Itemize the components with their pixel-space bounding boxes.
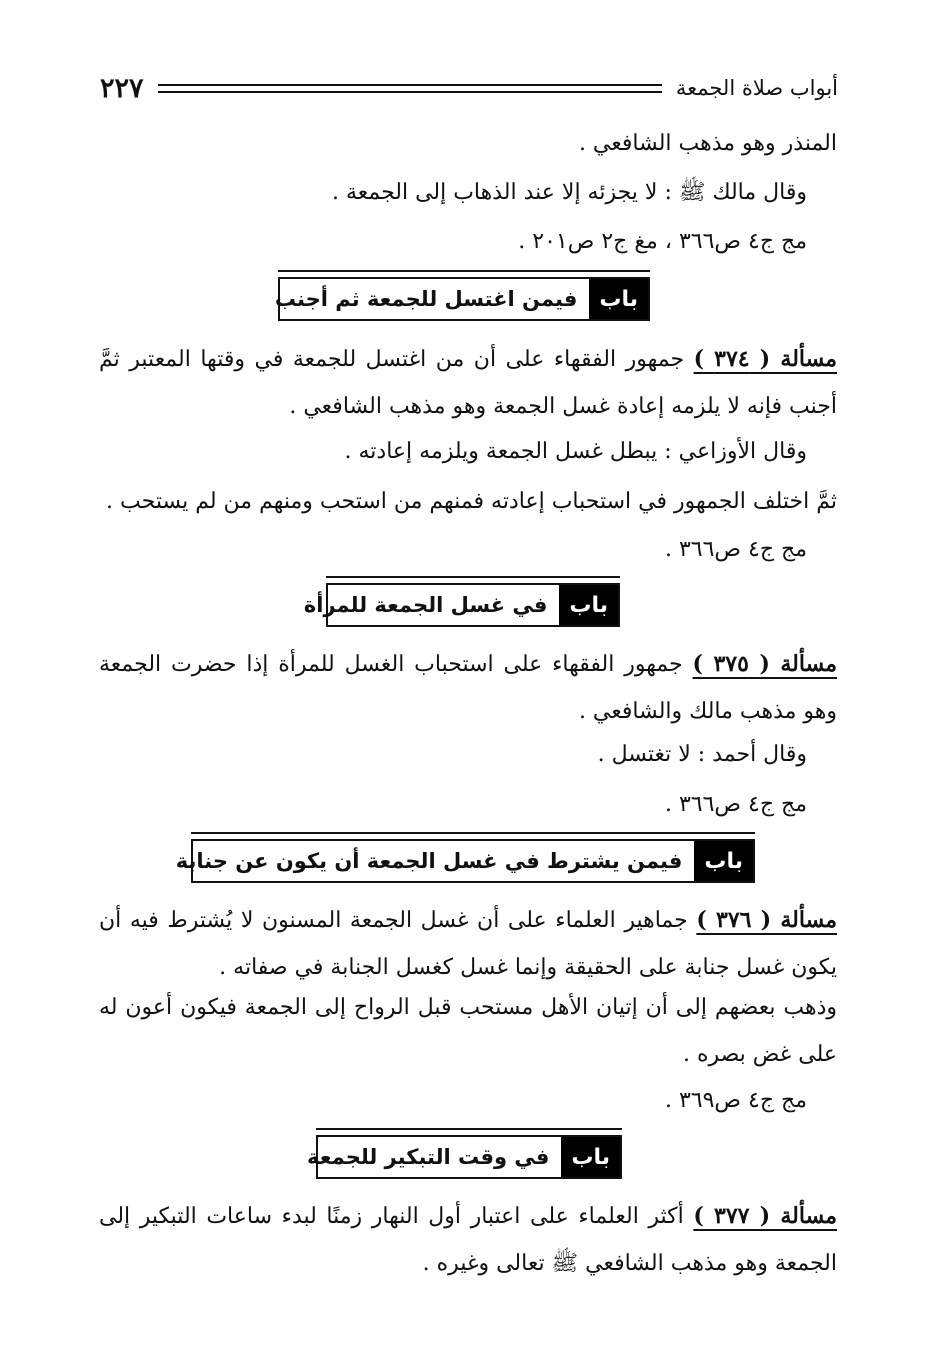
chapter-heading xyxy=(307,1128,622,1179)
issue-text: جمهور الفقهاء على استحباب الغسل للمرأة إذا حضرت الجمعة وهو مذهب مالك والشافعي . xyxy=(99,652,837,724)
reference-line: مج ج٤ ص٣٦٦ . xyxy=(664,792,807,817)
issue-number: مسألة ( ٣٧٥ ) xyxy=(692,651,837,677)
chapter-label: باب xyxy=(694,841,753,881)
chapter-heading xyxy=(274,270,650,321)
paragraph: ثمَّ اختلف الجمهور في استحباب إعادته فمنهم من استحب ومنهم من لم يستحب . xyxy=(106,489,837,514)
chapter-title: فيمن يشترط في غسل الجمعة أن يكون عن جنابة xyxy=(175,849,683,873)
heading-rule xyxy=(191,832,755,834)
chapter-label: باب xyxy=(589,279,648,319)
running-header xyxy=(100,68,838,108)
issue-text: أكثر العلماء على اعتبار أول النهار زمنًا لبدء ساعات التبكير إلى الجمعة وهو مذهب الشافعي ﷺ تعالى وغيره . xyxy=(99,1204,837,1276)
paragraph: وذهب بعضهم إلى أن إتيان الأهل مستحب قبل الرواح إلى الجمعة فيكون أعون له على غض بصره . xyxy=(99,995,837,1067)
issue-paragraph xyxy=(99,336,837,430)
paragraph: وقال أحمد : لا تغتسل . xyxy=(597,742,807,767)
issue-number: مسألة ( ٣٧٦ ) xyxy=(696,907,837,933)
issue-paragraph xyxy=(99,1193,837,1287)
heading-box xyxy=(274,277,650,321)
heading-box xyxy=(307,1135,622,1179)
chapter-title: في غسل الجمعة للمرأة xyxy=(303,593,548,617)
chapter-label: باب xyxy=(559,585,618,625)
issue-number: مسألة ( ٣٧٤ ) xyxy=(693,346,838,372)
heading-rule xyxy=(326,576,620,578)
reference-line: مج ج٤ ص٣٦٩ . xyxy=(664,1088,807,1113)
heading-box xyxy=(303,583,620,627)
page-number: ٢٢٧ xyxy=(100,72,144,104)
header-rule xyxy=(158,84,662,93)
chapter-heading xyxy=(175,832,755,883)
paragraph: وقال مالك ﷺ : لا يجزئه إلا عند الذهاب إلى الجمعة . xyxy=(331,180,807,205)
chapter-label: باب xyxy=(561,1137,620,1177)
issue-text: جماهير العلماء على أن غسل الجمعة المسنون لا يُشترط فيه أن يكون غسل جنابة على الحقيقة وإنما غسل كغسل الجنابة في صفاته . xyxy=(99,908,837,980)
reference-line: مج ج٤ ص٣٦٦ . xyxy=(664,537,807,562)
paragraph: وقال الأوزاعي : يبطل غسل الجمعة ويلزمه إعادته . xyxy=(344,439,807,464)
issue-paragraph xyxy=(99,641,837,735)
issue-text: جمهور الفقهاء على أن من اغتسل للجمعة في وقتها المعتبر ثمَّ أجنب فإنه لا يلزمه إعادة غسل الجمعة وهو مذهب الشافعي . xyxy=(99,347,837,419)
chapter-title: فيمن اغتسل للجمعة ثم أجنب xyxy=(274,287,578,311)
heading-rule xyxy=(316,1128,622,1130)
chapter-title: في وقت التبكير للجمعة xyxy=(307,1145,550,1169)
heading-box xyxy=(175,839,755,883)
issue-number: مسألة ( ٣٧٧ ) xyxy=(693,1203,837,1229)
chapter-heading xyxy=(303,576,620,627)
paragraph: المنذر وهو مذهب الشافعي . xyxy=(578,131,837,156)
running-title: أبواب صلاة الجمعة xyxy=(675,76,838,100)
heading-rule xyxy=(278,270,650,272)
reference-line: مج ج٤ ص٣٦٦ ، مغ ج٢ ص٢٠١ . xyxy=(518,229,807,254)
issue-paragraph xyxy=(99,897,837,991)
